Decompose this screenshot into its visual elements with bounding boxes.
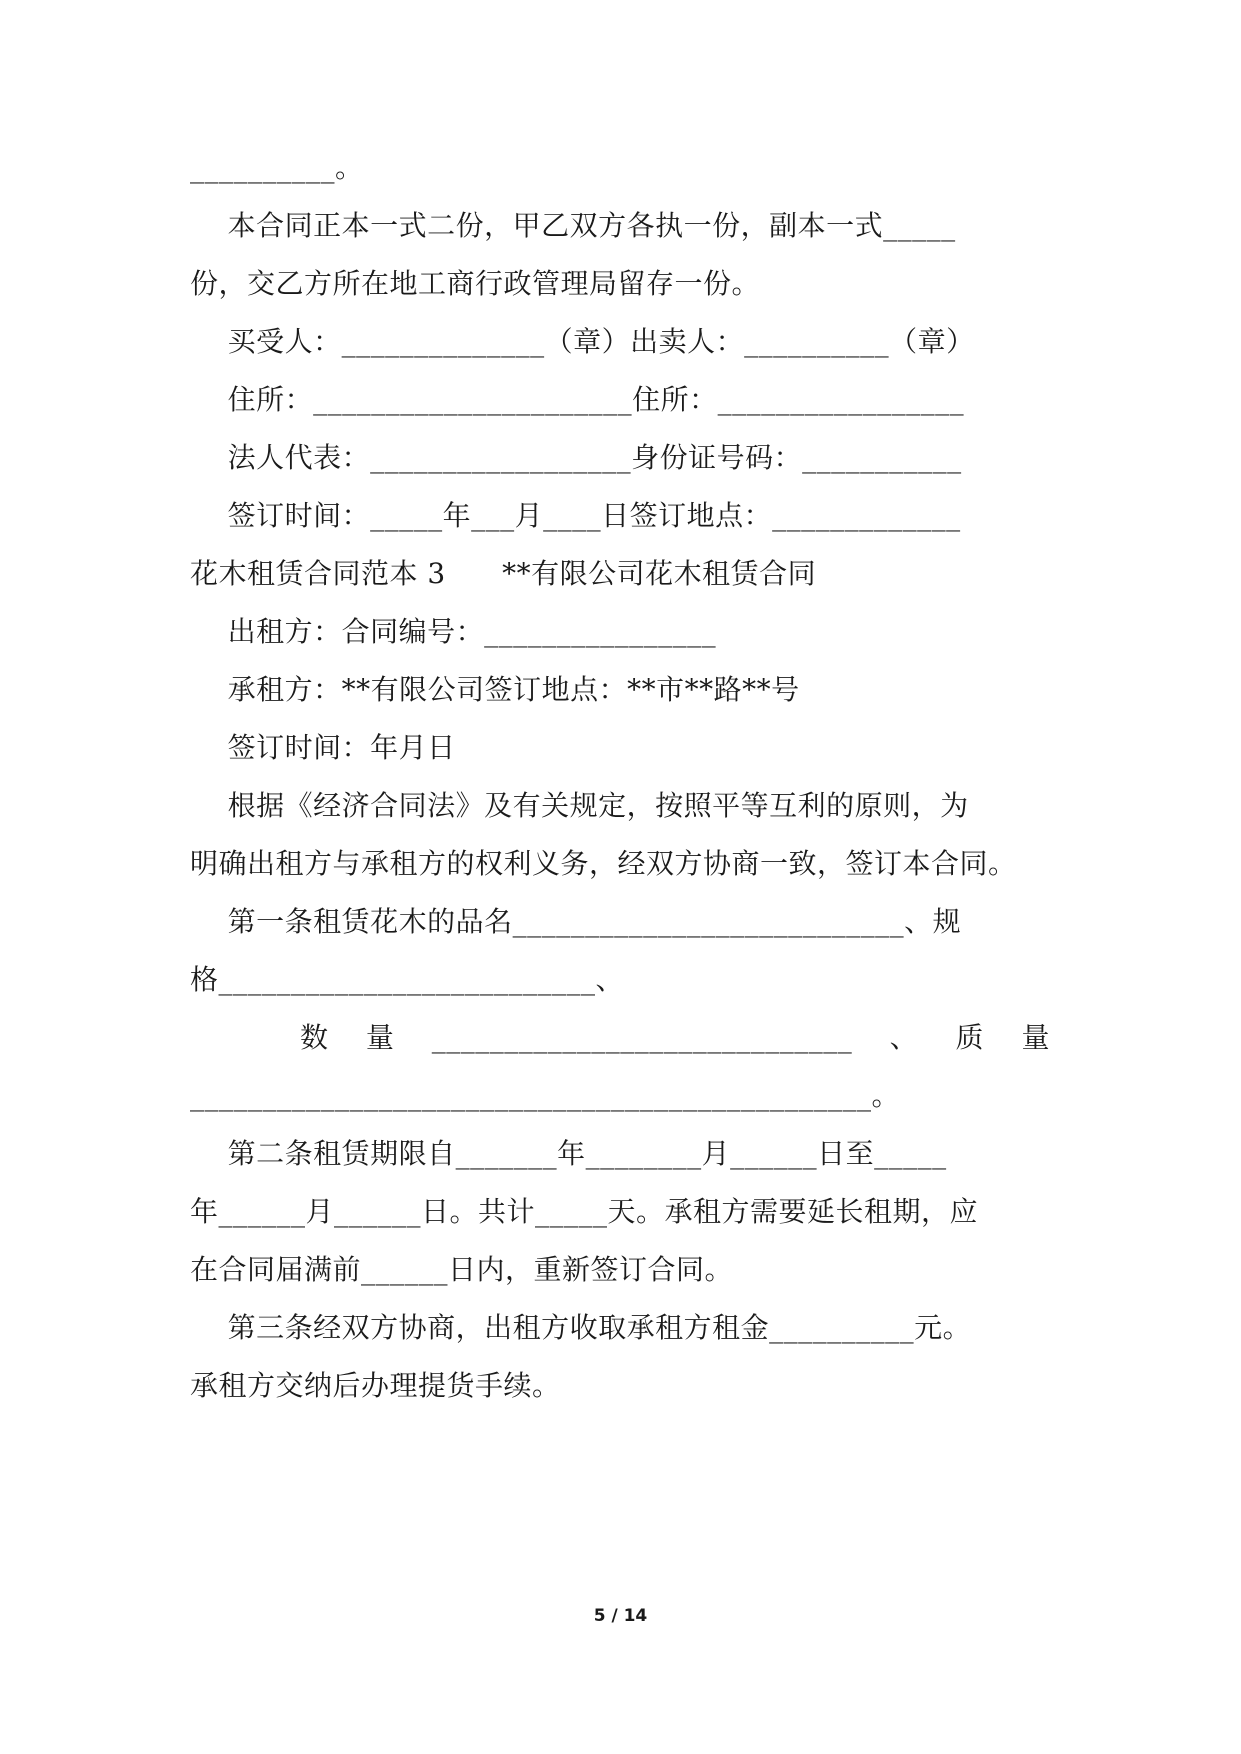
text-line: _______________________________________________。 xyxy=(190,1079,901,1112)
page-number: 5 / 14 xyxy=(593,1606,648,1626)
text-line: 签订时间：_____年___月____日签订地点：_____________ xyxy=(190,499,961,532)
text-line: 第三条经双方协商，出租方收取承租方租金__________元。 xyxy=(190,1311,972,1344)
text-line: 买受人：______________（章）出卖人：__________（章） xyxy=(190,325,975,358)
text-fragment: 量 xyxy=(365,1021,395,1054)
text-line: 明确出租方与承租方的权利义务，经双方协商一致，签订本合同。 xyxy=(190,847,1017,880)
section-heading: 花木租赁合同范本 3 **有限公司花木租赁合同 xyxy=(190,557,817,590)
text-fragment: _____________________________ xyxy=(431,1021,853,1054)
text-fragment: 质 xyxy=(955,1021,985,1054)
text-line: 本合同正本一式二份，甲乙双方各执一份，副本一式_____ xyxy=(190,209,956,242)
text-line: 格__________________________、 xyxy=(190,963,625,996)
quantity-quality-line xyxy=(300,1018,1050,1058)
text-line: 份，交乙方所在地工商行政管理局留存一份。 xyxy=(190,267,761,300)
text-line: 在合同届满前______日内，重新签订合同。 xyxy=(190,1253,734,1286)
text-line: 法人代表：__________________身份证号码：___________ xyxy=(190,441,962,474)
text-line: 承租方交纳后办理提货手续。 xyxy=(190,1369,561,1402)
text-line: 第二条租赁期限自_______年________月______日至_____ xyxy=(190,1137,947,1170)
text-line: 承租方：**有限公司签订地点：**市**路**号 xyxy=(190,673,800,706)
text-line: 年______月______日。共计_____天。承租方需要延长租期，应 xyxy=(190,1195,979,1228)
text-line: 签订时间：年月日 xyxy=(190,731,456,764)
text-line: 住所：______________________住所：_________________ xyxy=(190,383,965,416)
text-line: 第一条租赁花木的品名___________________________、规 xyxy=(190,905,962,938)
text-line: __________。 xyxy=(190,151,364,184)
text-line: 根据《经济合同法》及有关规定，按照平等互利的原则，为 xyxy=(190,789,969,822)
text-line: 出租方：合同编号：________________ xyxy=(190,615,717,648)
text-fragment: 量 xyxy=(1021,1021,1050,1054)
text-fragment: 数 xyxy=(300,1021,329,1054)
text-fragment: 、 xyxy=(889,1021,919,1054)
